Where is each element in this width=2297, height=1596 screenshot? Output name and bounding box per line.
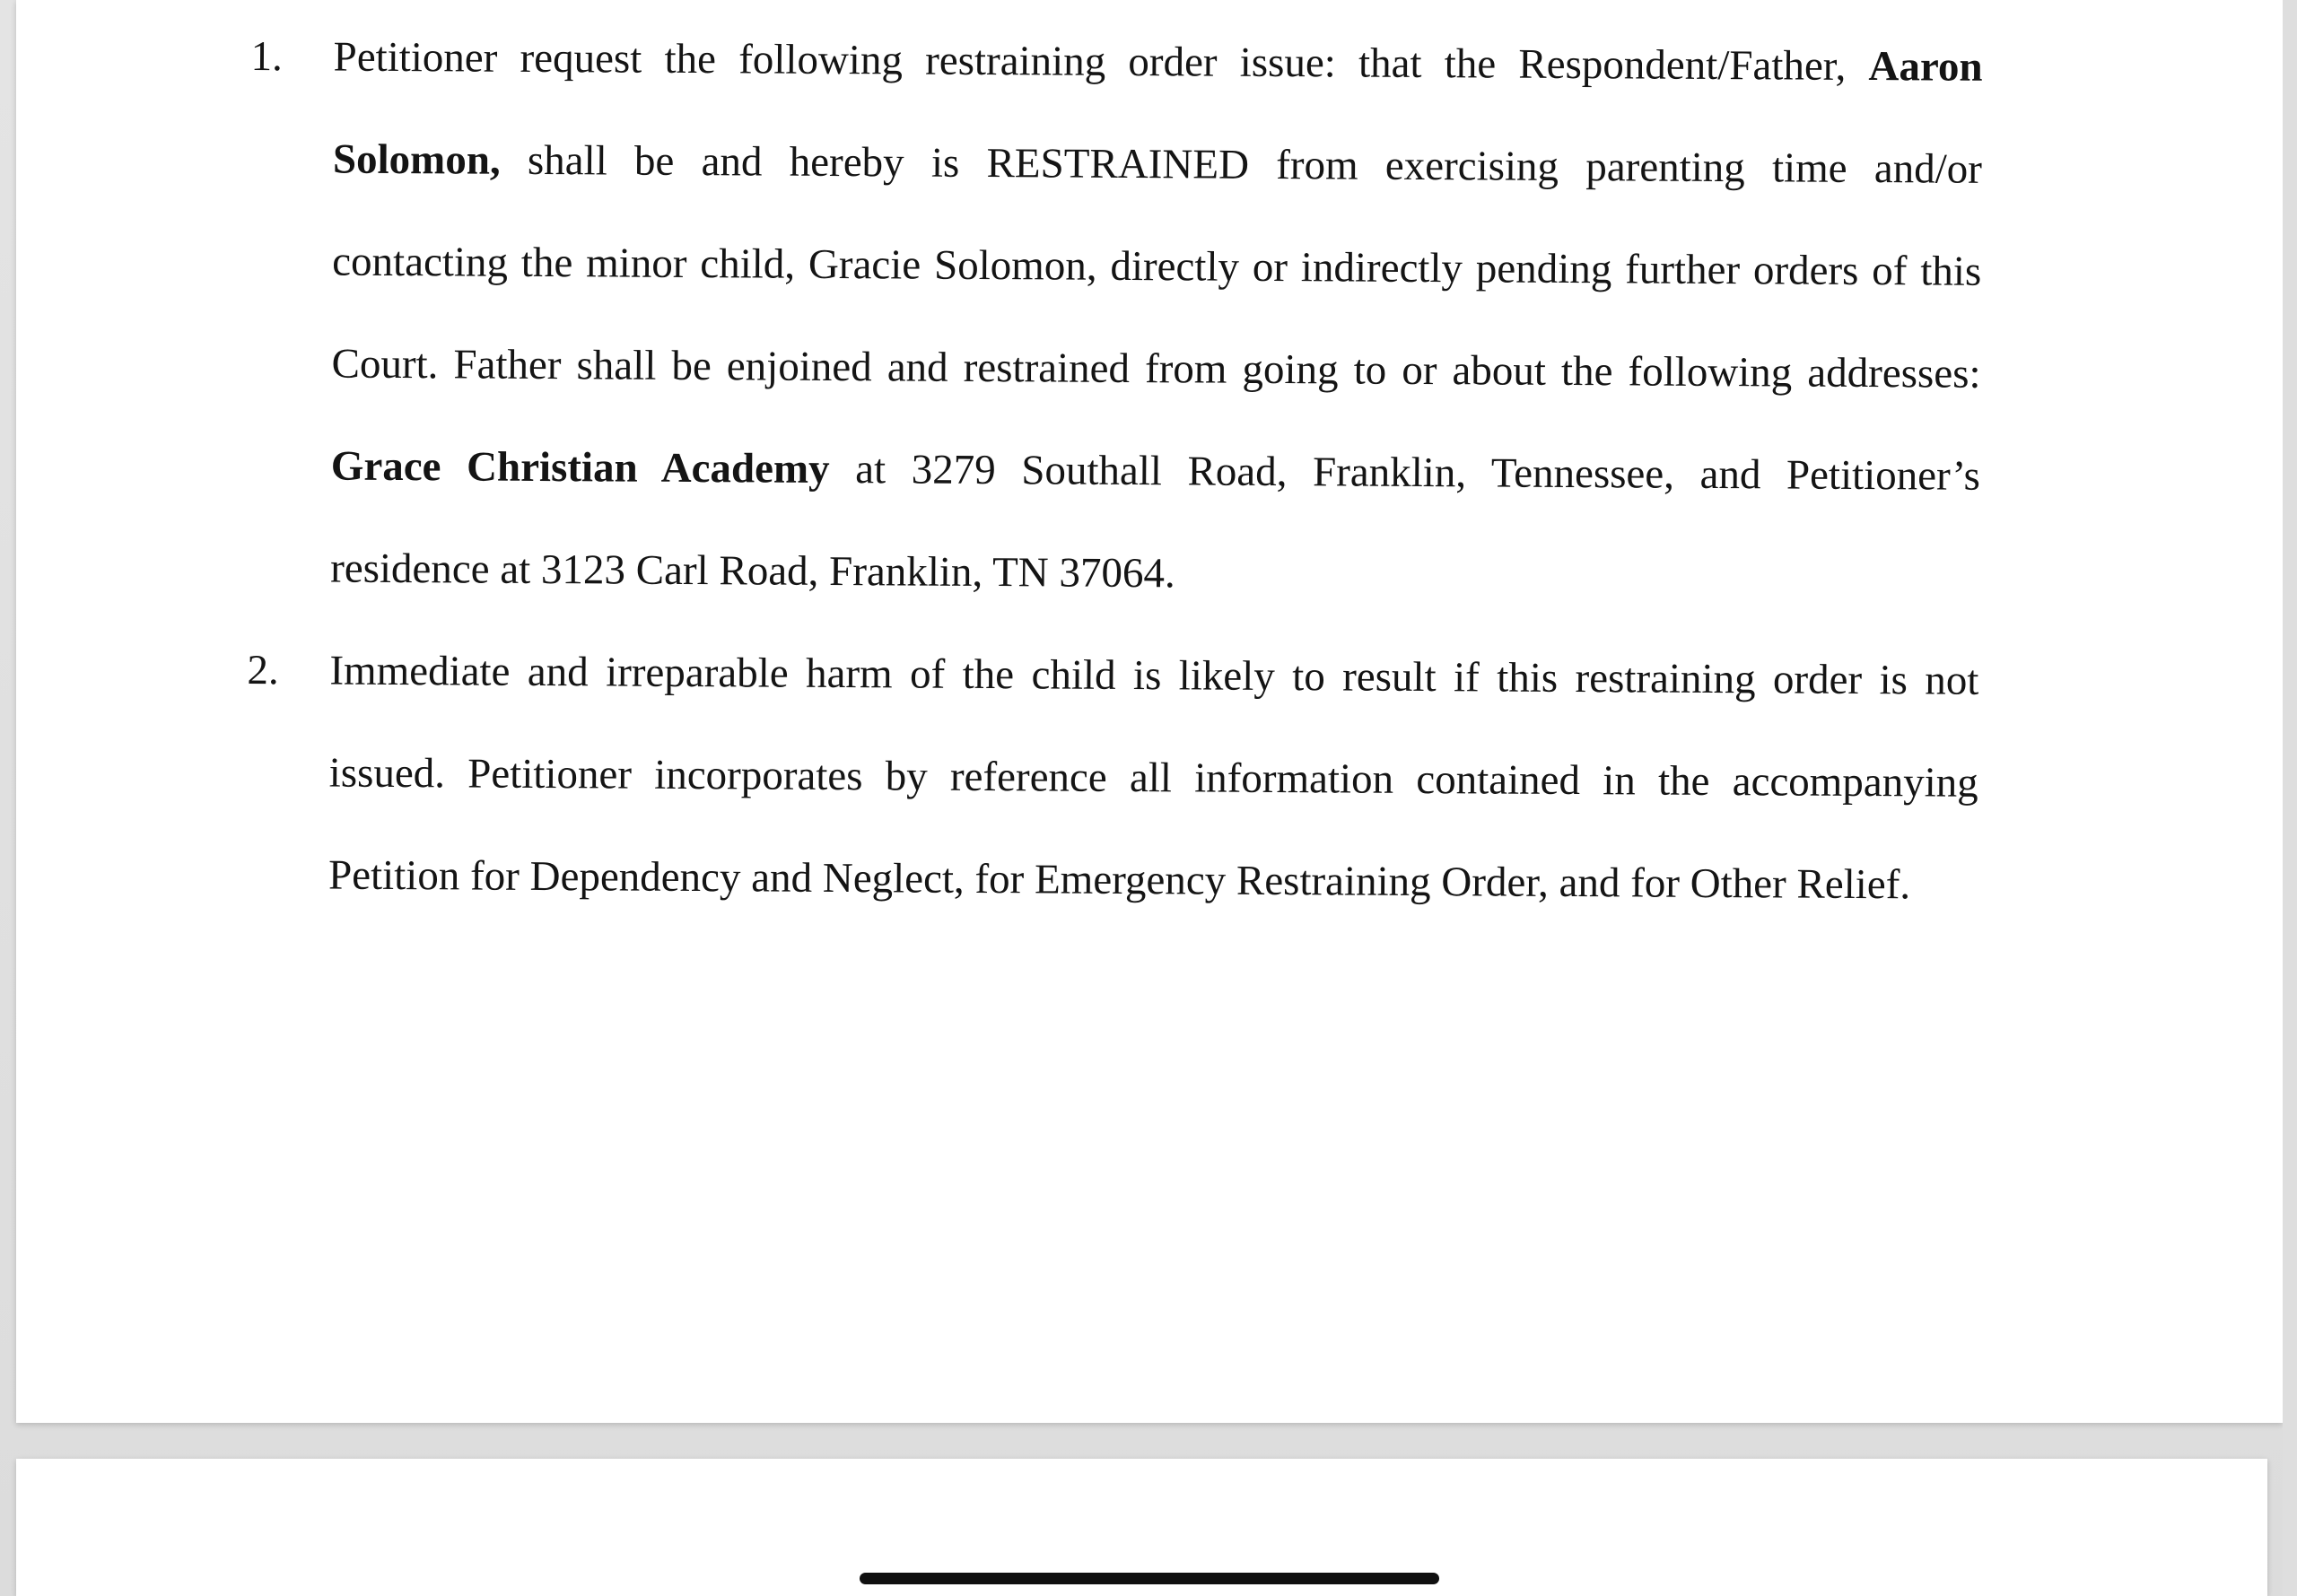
paragraph-text: shall be and hereby is RESTRAINED from exercising parenting time and/or contacting the minor child, Gracie Solomon, directly or indirectly pending further orders of this Court. Father shall be enjoined and restrained from going to or about the following addresses: bbox=[331, 136, 1983, 397]
home-indicator[interactable] bbox=[860, 1573, 1439, 1584]
paragraph-2 bbox=[246, 619, 1979, 937]
paragraph-number: 1. bbox=[250, 32, 284, 81]
document-page[interactable] bbox=[16, 0, 2283, 1423]
paragraph-text: at 3279 Southall Road, Franklin, Tennessee, and Petitioner’s residence at 3123 Carl Road, Franklin, TN 37064. bbox=[330, 445, 1981, 597]
paragraph-number: 2. bbox=[247, 646, 279, 694]
respondent-name: Aaron Solomon, bbox=[332, 43, 1983, 184]
paragraph-text: Immediate and irreparable harm of the child is likely to result if this restraining order is not issued. Petitioner incorporates by reference all information contained in the accompanying Petition for Dependency and Neglect, for Emergency Restraining Order, and for Other Relief. bbox=[328, 647, 1979, 909]
paragraph-1 bbox=[248, 5, 1983, 630]
viewer-edge bbox=[2283, 0, 2297, 1596]
school-name: Grace Christian Academy bbox=[330, 442, 830, 493]
paragraph-text: Petitioner request the following restraining order issue: that the Respondent/Father, bbox=[333, 33, 1869, 91]
page-text bbox=[246, 5, 1983, 937]
